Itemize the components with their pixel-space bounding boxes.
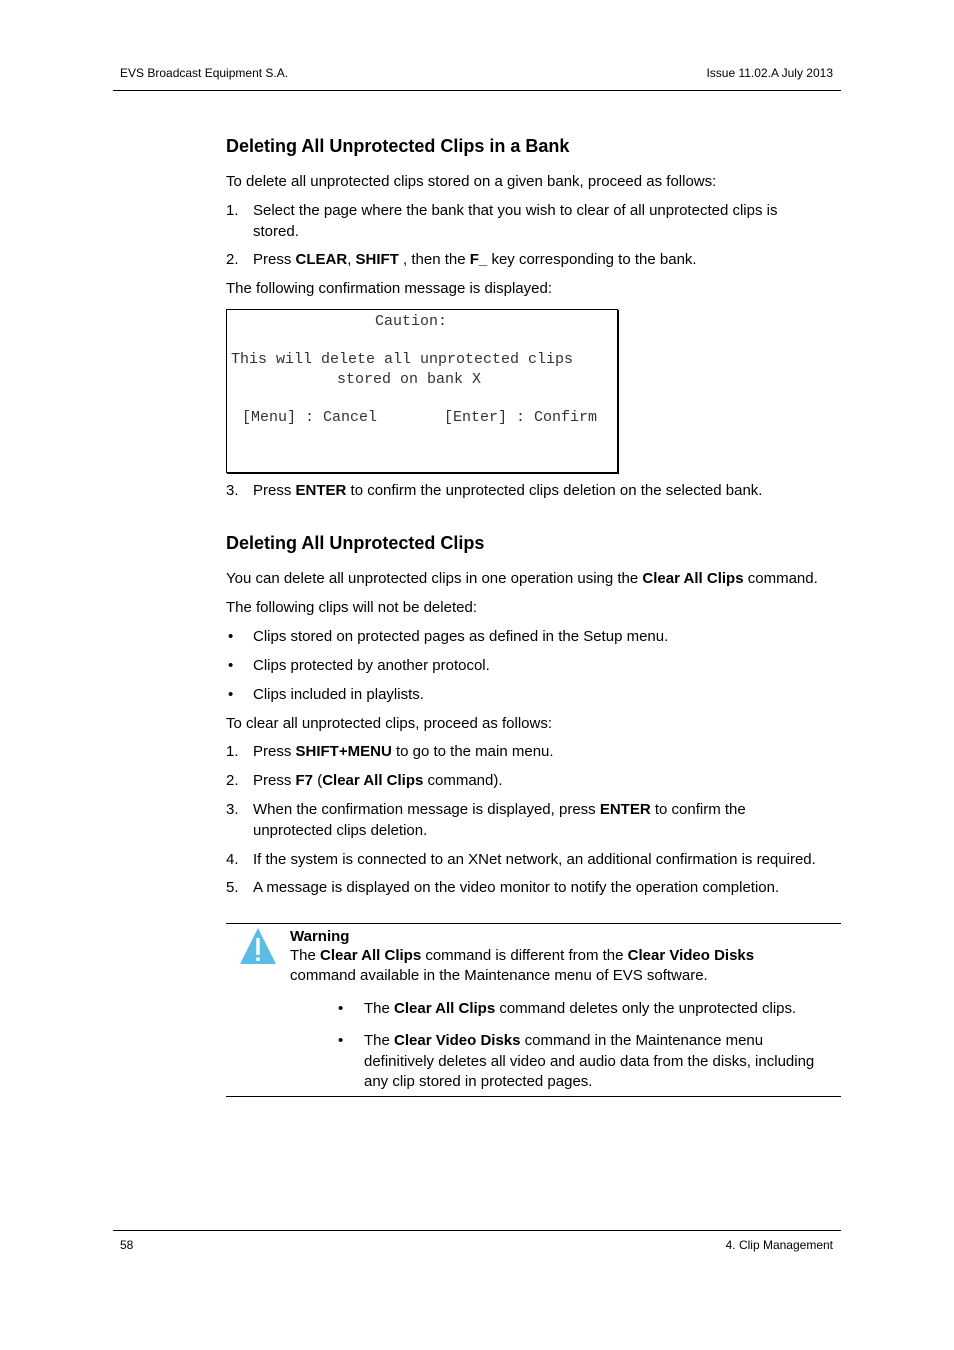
caution-title: Caution: bbox=[375, 313, 448, 330]
warning-top-rule bbox=[226, 923, 841, 924]
paragraph: To clear all unprotected clips, proceed as follows: bbox=[226, 715, 553, 732]
paragraph: The following confirmation message is displayed: bbox=[226, 280, 552, 297]
warning-title: Warning bbox=[290, 928, 350, 945]
step-text: When the confirmation message is displayed, press ENTER to confirm the bbox=[253, 801, 746, 818]
step-text: Press F7 (Clear All Clips command). bbox=[253, 772, 503, 789]
step-number: 4. bbox=[226, 851, 239, 868]
list-item: Clips protected by another protocol. bbox=[253, 657, 490, 674]
step-text: stored. bbox=[253, 223, 299, 240]
warning-icon bbox=[239, 927, 277, 965]
paragraph: You can delete all unprotected clips in one operation using the Clear All Clips command. bbox=[226, 570, 818, 587]
step-number: 2. bbox=[226, 251, 239, 268]
header-rule bbox=[113, 90, 841, 91]
list-item: Clips stored on protected pages as defined in the Setup menu. bbox=[253, 628, 669, 645]
step-text: Press CLEAR, SHIFT , then the F_ key corresponding to the bank. bbox=[253, 251, 697, 268]
step-text: A message is displayed on the video monitor to notify the operation completion. bbox=[253, 879, 780, 896]
warning-bullet-text: definitively deletes all video and audio data from the disks, including bbox=[364, 1053, 815, 1070]
warning-text: command available in the Maintenance menu of EVS software. bbox=[290, 967, 708, 984]
header-right: Issue 11.02.A July 2013 bbox=[706, 66, 833, 80]
step-number: 1. bbox=[226, 743, 239, 760]
bullet: • bbox=[228, 657, 234, 674]
caution-cancel: [Menu] : Cancel bbox=[242, 409, 378, 426]
section-title: Deleting All Unprotected Clips in a Bank bbox=[226, 136, 570, 156]
bullet: • bbox=[228, 628, 234, 645]
warning-bullet-text: any clip stored in protected pages. bbox=[364, 1073, 593, 1090]
warning-bullet-text: The Clear Video Disks command in the Maintenance menu bbox=[364, 1032, 764, 1049]
step-number: 1. bbox=[226, 202, 239, 219]
caution-message-box bbox=[226, 309, 618, 473]
paragraph: To delete all unprotected clips stored on a given bank, proceed as follows: bbox=[226, 173, 717, 190]
step-number: 2. bbox=[226, 772, 239, 789]
header-left: EVS Broadcast Equipment S.A. bbox=[120, 66, 289, 80]
step-text: If the system is connected to an XNet network, an additional confirmation is required. bbox=[253, 851, 816, 868]
list-item: Clips included in playlists. bbox=[253, 686, 424, 703]
footer-chapter: 4. Clip Management bbox=[725, 1238, 833, 1252]
caution-line: This will delete all unprotected clips bbox=[231, 351, 574, 368]
step-number: 3. bbox=[226, 801, 239, 818]
warning-bullet-text: The Clear All Clips command deletes only the unprotected clips. bbox=[364, 1000, 797, 1017]
paragraph: The following clips will not be deleted: bbox=[226, 599, 477, 616]
page-number: 58 bbox=[120, 1238, 134, 1252]
footer-rule bbox=[113, 1230, 841, 1231]
step-number: 3. bbox=[226, 482, 239, 499]
step-text: unprotected clips deletion. bbox=[253, 822, 428, 839]
step-text: Select the page where the bank that you wish to clear of all unprotected clips is bbox=[253, 202, 778, 219]
caution-confirm: [Enter] : Confirm bbox=[444, 409, 598, 426]
step-number: 5. bbox=[226, 879, 239, 896]
bullet: • bbox=[338, 1032, 344, 1049]
step-text: Press SHIFT+MENU to go to the main menu. bbox=[253, 743, 554, 760]
bullet: • bbox=[338, 1000, 344, 1017]
warning-text: The Clear All Clips command is different from the Clear Video Disks bbox=[290, 947, 755, 964]
bullet: • bbox=[228, 686, 234, 703]
warning-bottom-rule bbox=[226, 1096, 841, 1097]
section-title: Deleting All Unprotected Clips bbox=[226, 533, 485, 553]
step-text: Press ENTER to confirm the unprotected clips deletion on the selected bank. bbox=[253, 482, 763, 499]
caution-line: stored on bank X bbox=[337, 371, 482, 388]
